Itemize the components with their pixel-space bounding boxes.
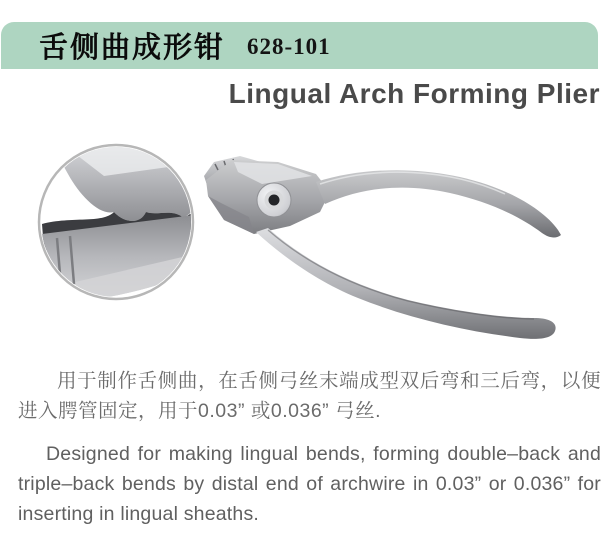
- plier-photo: [0, 118, 609, 370]
- description-block: [18, 366, 601, 529]
- plier-illustration: [204, 156, 561, 339]
- description-en: Designed for making lingual bends, forming double–back and triple–back bends by distal end of archwire in 0.03” or 0.036” for inserting in lingual sheaths.: [18, 443, 601, 525]
- plier-tip-inset: [39, 126, 206, 302]
- product-banner: [1, 22, 598, 69]
- product-name-zh: 舌侧曲成形钳: [39, 32, 226, 64]
- product-code: 628-101: [247, 34, 331, 59]
- product-name-en: Lingual Arch Forming Plier: [228, 78, 600, 109]
- product-photo: [0, 118, 609, 370]
- description-zh: 用于制作舌侧曲，在舌侧弓丝末端成型双后弯和三后弯，以便进入腭管固定，用于0.03” 或0.036” 弓丝.: [18, 370, 601, 422]
